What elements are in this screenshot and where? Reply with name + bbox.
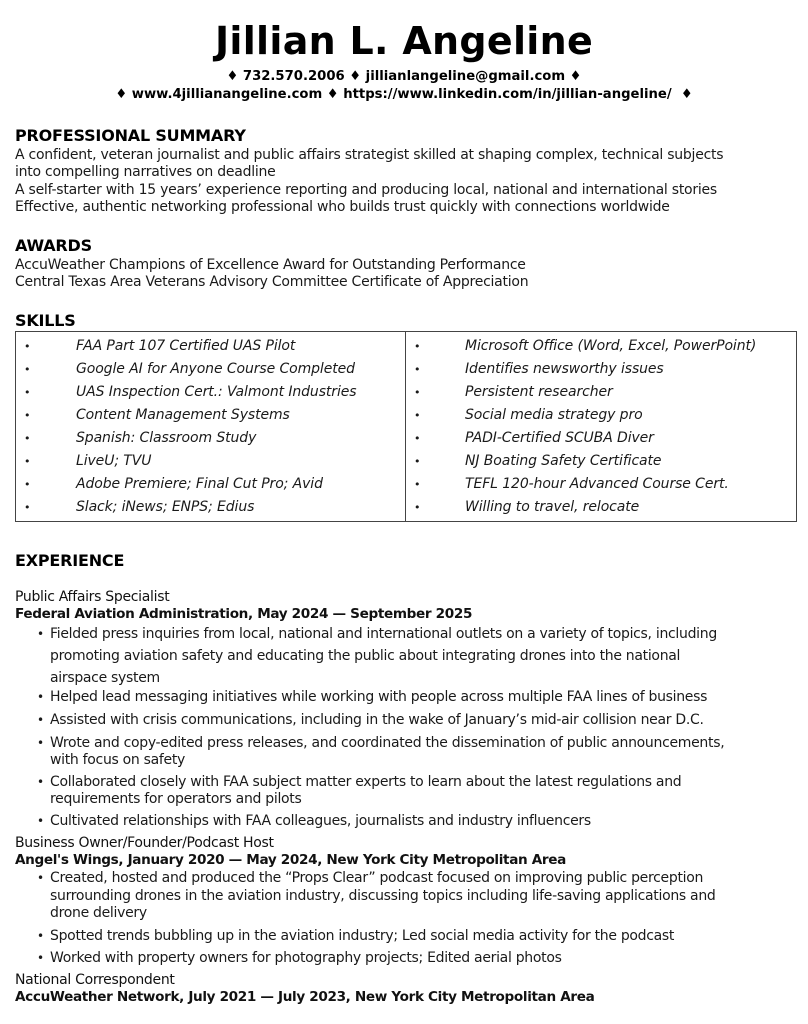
job-bullet: • Worked with property owners for photography projects; Edited aerial photos — [37, 950, 562, 966]
job-bullet: • Cultivated relationships with FAA colleagues, journalists and industry influencers — [37, 813, 591, 829]
section-title-summary: PROFESSIONAL SUMMARY — [15, 126, 246, 145]
skill-item: • Social media strategy pro — [406, 404, 796, 427]
bullet-icon: • — [414, 432, 421, 445]
job-org-dates: Angel's Wings, January 2020 — May 2024, New York City Metropolitan Area — [15, 852, 566, 868]
skill-item: • Persistent researcher — [406, 381, 796, 404]
bullet-icon: • — [37, 951, 44, 965]
bullet-icon: • — [414, 340, 421, 353]
bullet-icon: • — [414, 386, 421, 399]
bullet-icon: • — [414, 455, 421, 468]
bullet-icon: • — [24, 432, 31, 445]
bullet-icon: • — [414, 363, 421, 376]
skill-item: • Microsoft Office (Word, Excel, PowerPoint) — [406, 335, 796, 358]
skill-item: • Content Management Systems — [16, 404, 405, 427]
bullet-icon: • — [37, 736, 44, 750]
job-title: Business Owner/Founder/Podcast Host — [15, 835, 274, 851]
bullet-icon: • — [414, 478, 421, 491]
summary-line: A confident, veteran journalist and public affairs strategist skilled at shaping complex, technical subjects — [15, 147, 724, 163]
skill-item: • Willing to travel, relocate — [406, 496, 796, 519]
bullet-icon: • — [24, 501, 31, 514]
bullet-icon: • — [24, 455, 31, 468]
skill-item: • Adobe Premiere; Final Cut Pro; Avid — [16, 473, 405, 496]
summary-line: A self-starter with 15 years’ experience reporting and producing local, national and international stories — [15, 182, 717, 198]
job-title: Public Affairs Specialist — [15, 589, 170, 605]
bullet-icon: • — [37, 871, 44, 885]
contact-line-phone-email: ♦ 732.570.2006 ♦ jillianlangeline@gmail.com ♦ — [226, 69, 582, 84]
skills-table — [15, 331, 797, 522]
bullet-icon: • — [37, 690, 44, 704]
bullet-icon: • — [37, 929, 44, 943]
job-title: National Correspondent — [15, 972, 175, 988]
bullet-icon: • — [24, 478, 31, 491]
skill-item: • NJ Boating Safety Certificate — [406, 450, 796, 473]
skill-item: • TEFL 120-hour Advanced Course Cert. — [406, 473, 796, 496]
skill-item: • Slack; iNews; ENPS; Edius — [16, 496, 405, 519]
job-org-dates: AccuWeather Network, July 2021 — July 2023, New York City Metropolitan Area — [15, 989, 595, 1005]
bullet-icon: • — [24, 386, 31, 399]
section-title-skills: SKILLS — [15, 311, 76, 330]
skill-item: • PADI-Certified SCUBA Diver — [406, 427, 796, 450]
summary-line: into compelling narratives on deadline — [15, 164, 276, 180]
skill-item: • FAA Part 107 Certified UAS Pilot — [16, 335, 405, 358]
award-item: Central Texas Area Veterans Advisory Committee Certificate of Appreciation — [15, 274, 529, 290]
contact-line-web-links: ♦ www.4jillianangeline.com ♦ https://www.linkedin.com/in/jillian-angeline/ ♦ — [115, 87, 693, 102]
job-bullet: • Collaborated closely with FAA subject matter experts to learn about the latest regulations and requirements for operators and pilots — [37, 774, 682, 807]
bullet-icon: • — [37, 814, 44, 828]
job-bullet: • Spotted trends bubbling up in the aviation industry; Led social media activity for the podcast — [37, 928, 675, 944]
job-bullet: • Assisted with crisis communications, including in the wake of January’s mid-air collision near D.C. — [37, 712, 704, 728]
skill-item: • LiveU; TVU — [16, 450, 405, 473]
bullet-icon: • — [414, 501, 421, 514]
section-title-awards: AWARDS — [15, 236, 92, 255]
award-item: AccuWeather Champions of Excellence Award for Outstanding Performance — [15, 257, 526, 273]
skill-item: • Google AI for Anyone Course Completed — [16, 358, 405, 381]
job-bullet: • Helped lead messaging initiatives while working with people across multiple FAA lines of business — [37, 689, 708, 705]
job-bullet: • Wrote and copy-edited press releases, and coordinated the dissemination of public announcements, with focus on safety — [37, 735, 725, 768]
skill-item: • Identifies newsworthy issues — [406, 358, 796, 381]
candidate-name: Jillian L. Angeline — [214, 19, 594, 63]
bullet-icon: • — [24, 363, 31, 376]
bullet-icon: • — [24, 340, 31, 353]
bullet-icon: • — [37, 627, 44, 641]
bullet-icon: • — [37, 713, 44, 727]
section-title-experience: EXPERIENCE — [15, 551, 125, 570]
skill-item: • Spanish: Classroom Study — [16, 427, 405, 450]
summary-line: Effective, authentic networking professional who builds trust quickly with connections worldwide — [15, 199, 670, 215]
skills-column-right — [406, 332, 796, 521]
skill-item: • UAS Inspection Cert.: Valmont Industries — [16, 381, 405, 404]
bullet-icon: • — [37, 775, 44, 789]
skills-column-left — [16, 332, 406, 521]
job-bullet: • Created, hosted and produced the “Props Clear” podcast focused on improving public perception surrounding drones in the aviation industry, discussing topics including life-saving applications and drone delivery — [37, 870, 716, 921]
bullet-icon: • — [414, 409, 421, 422]
job-bullet: • Fielded press inquiries from local, national and international outlets on a variety of topics, including promoting aviation safety and educating the public about integrating drones into the national airspace system — [50, 623, 790, 689]
bullet-icon: • — [24, 409, 31, 422]
job-org-dates: Federal Aviation Administration, May 2024 — September 2025 — [15, 606, 473, 622]
